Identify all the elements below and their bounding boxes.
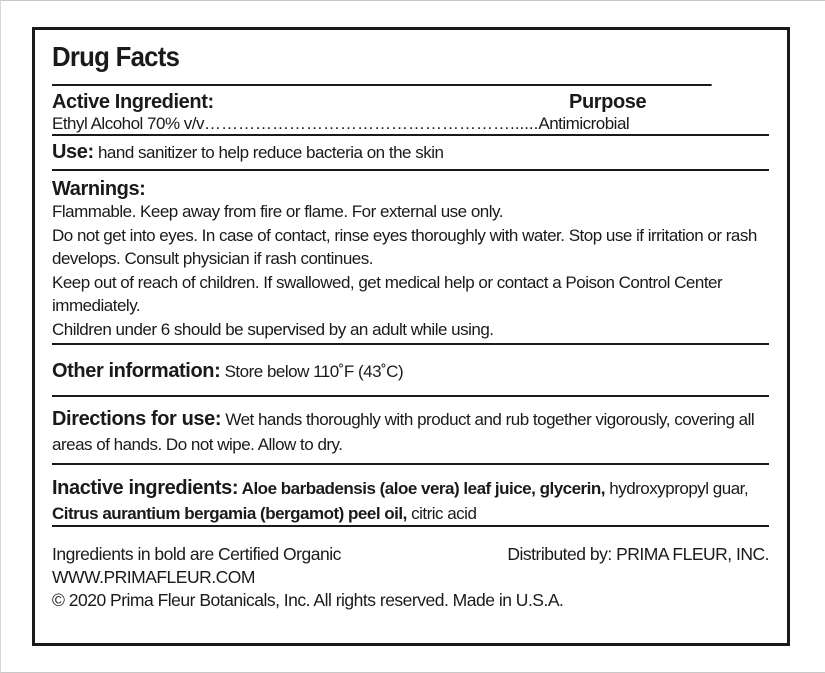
active-ingredient-name: Ethyl Alcohol 70% v/v	[52, 114, 205, 133]
purpose-value: Antimicrobial	[538, 114, 630, 133]
drug-facts-panel	[32, 27, 790, 646]
warning-line: Keep out of reach of children. If swallowed, get medical help or contact a Poison Control Center immediately.	[52, 272, 723, 315]
inactive-bold-ingredients-1: Aloe barbadensis (aloe vera) leaf juice, glycerin,	[238, 479, 606, 498]
leader-dots: ………………………………………………......	[204, 114, 539, 133]
directions-section	[52, 397, 769, 465]
other-information-section	[52, 345, 769, 397]
inactive-plain-ingredients-2: citric acid	[406, 504, 477, 523]
active-ingredient-section	[52, 86, 769, 136]
inactive-plain-ingredients-1: hydroxypropyl guar,	[605, 479, 749, 498]
use-heading: Use:	[52, 141, 94, 163]
inactive-ingredients-section	[52, 465, 769, 527]
warnings-heading: Warnings:	[52, 178, 146, 200]
purpose-heading: Purpose	[569, 91, 647, 113]
distributor: Distributed by: PRIMA FLEUR, INC.	[507, 544, 769, 564]
other-information-text: Store below 110˚F (43˚C)	[220, 362, 404, 381]
website-text: WWW.PRIMAFLEUR.COM	[52, 567, 255, 587]
directions-heading: Directions for use:	[52, 408, 222, 430]
active-ingredient-heading: Active Ingredient:	[52, 91, 214, 113]
use-section	[52, 136, 769, 171]
inactive-bold-ingredients-2: Citrus aurantium bergamia (bergamot) peel oil,	[52, 504, 407, 523]
directions-text: Wet hands thoroughly with product and rub together vigorously, covering all areas of hands. Do not wipe. Allow to dry.	[52, 410, 755, 454]
warning-line: Children under 6 should be supervised by an adult while using.	[52, 319, 494, 339]
warning-line: Flammable. Keep away from fire or flame. For external use only.	[52, 202, 503, 221]
use-text: hand sanitizer to help reduce bacteria on the skin	[93, 143, 444, 162]
inactive-ingredients-heading: Inactive ingredients:	[52, 477, 239, 499]
copyright-text: © 2020 Prima Fleur Botanicals, Inc. All rights reserved. Made in U.S.A.	[52, 590, 564, 610]
warning-line: Do not get into eyes. In case of contact, rinse eyes thoroughly with water. Stop use if irritation or rash develops. Consult physician if rash continues.	[52, 225, 757, 268]
organic-note: Ingredients in bold are Certified Organic	[52, 544, 341, 564]
other-information-heading: Other information:	[52, 360, 221, 382]
warnings-section	[52, 171, 769, 345]
footer	[52, 527, 769, 612]
drug-facts-title: Drug Facts	[52, 30, 712, 86]
